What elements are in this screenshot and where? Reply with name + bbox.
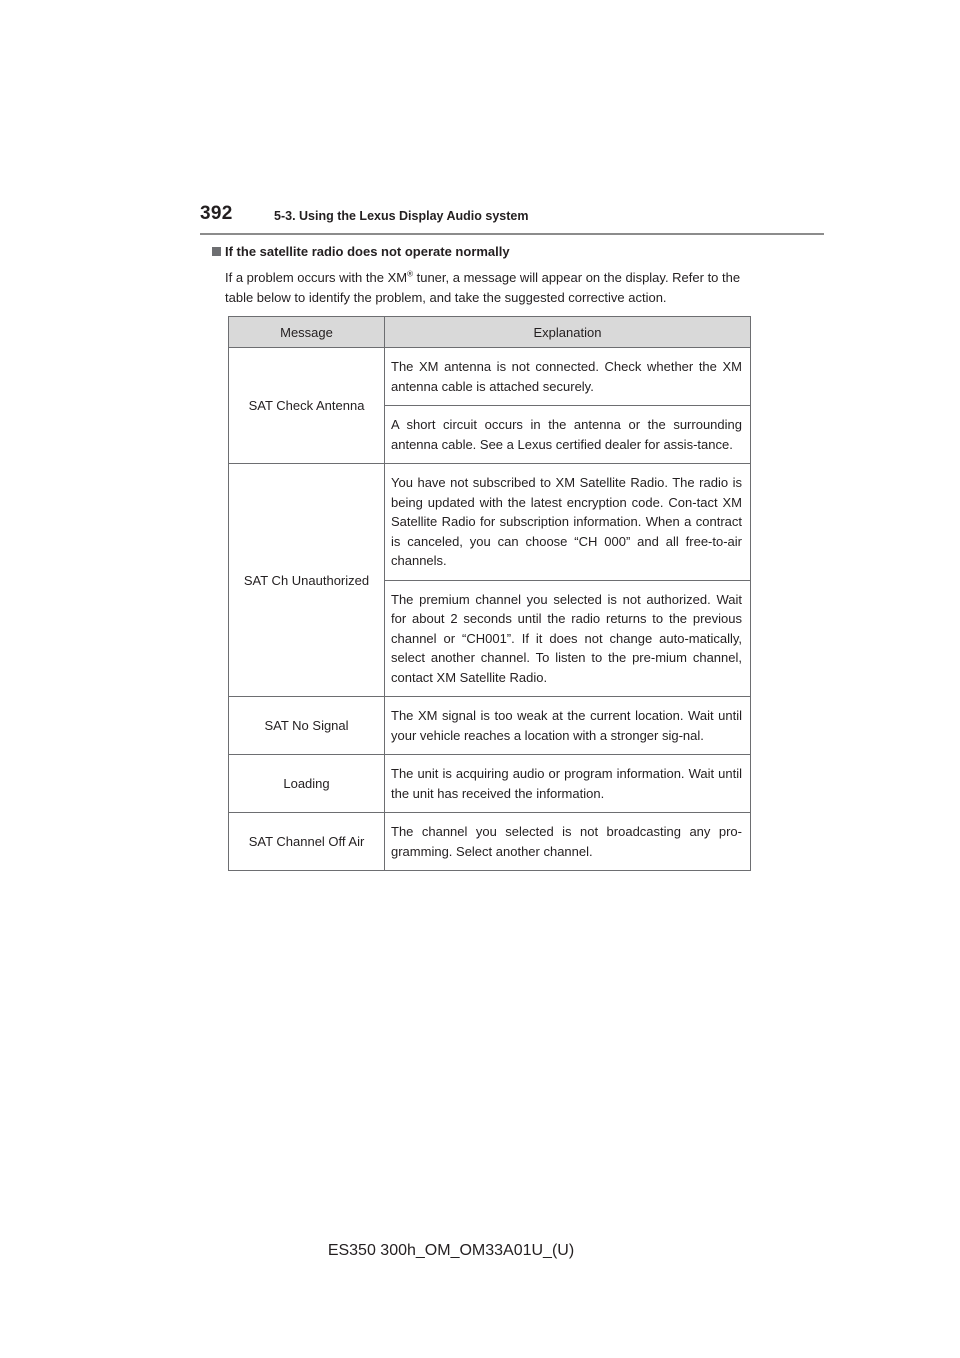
page-header: [200, 203, 824, 233]
table-row: [229, 348, 751, 406]
message-cell: SAT Ch Unauthorized: [229, 464, 385, 697]
explanation-cell: You have not subscribed to XM Satellite Radio. The radio is being updated with the latest encryption code. Con-tact XM Satellite Radio for subscription information. When a contract is canceled, you can choose “CH 000” and all free-to-air channels.: [385, 464, 751, 581]
table-header-row: [229, 317, 751, 348]
intro-text-part2: tuner, a message will appear on the display. Refer to the table below to identify the problem, and take the suggested corrective action.: [225, 270, 741, 305]
message-cell: Loading: [229, 755, 385, 813]
intro-text-part1: If a problem occurs with the XM: [225, 270, 408, 285]
subheading-text: If the satellite radio does not operate normally: [225, 244, 510, 259]
explanation-cell: The XM antenna is not connected. Check whether the XM antenna cable is attached securely.: [385, 348, 751, 406]
message-table: [228, 316, 751, 871]
page-number: 392: [200, 203, 233, 224]
column-header-message: Message: [229, 317, 385, 348]
intro-paragraph: [225, 268, 753, 308]
registered-mark: ®: [407, 269, 413, 279]
header-divider: [200, 233, 824, 235]
explanation-cell: The premium channel you selected is not authorized. Wait for about 2 seconds until the radio returns to the previous channel or “CH001”. If it does not change auto-matically, select another channel. To listen to the pre-mium channel, contact XM Satellite Radio.: [385, 580, 751, 697]
column-header-explanation: Explanation: [385, 317, 751, 348]
table-row: [229, 755, 751, 813]
document-code-footer: [0, 1242, 960, 1260]
table-row: [229, 464, 751, 581]
explanation-cell: The XM signal is too weak at the current location. Wait until your vehicle reaches a location with a stronger sig-nal.: [385, 697, 751, 755]
explanation-cell: A short circuit occurs in the antenna or the surrounding antenna cable. See a Lexus certified dealer for assis-tance.: [385, 406, 751, 464]
section-title: 5-3. Using the Lexus Display Audio system: [274, 209, 529, 223]
table-row: [229, 813, 751, 871]
subheading: [212, 244, 510, 259]
message-cell: SAT No Signal: [229, 697, 385, 755]
message-cell: SAT Channel Off Air: [229, 813, 385, 871]
square-bullet-icon: [212, 247, 221, 256]
explanation-cell: The channel you selected is not broadcasting any pro-gramming. Select another channel.: [385, 813, 751, 871]
explanation-cell: The unit is acquiring audio or program information. Wait until the unit has received the information.: [385, 755, 751, 813]
message-cell: SAT Check Antenna: [229, 348, 385, 464]
document-code: ES350 300h_OM_OM33A01U_(U): [327, 1242, 575, 1259]
table-row: [229, 697, 751, 755]
